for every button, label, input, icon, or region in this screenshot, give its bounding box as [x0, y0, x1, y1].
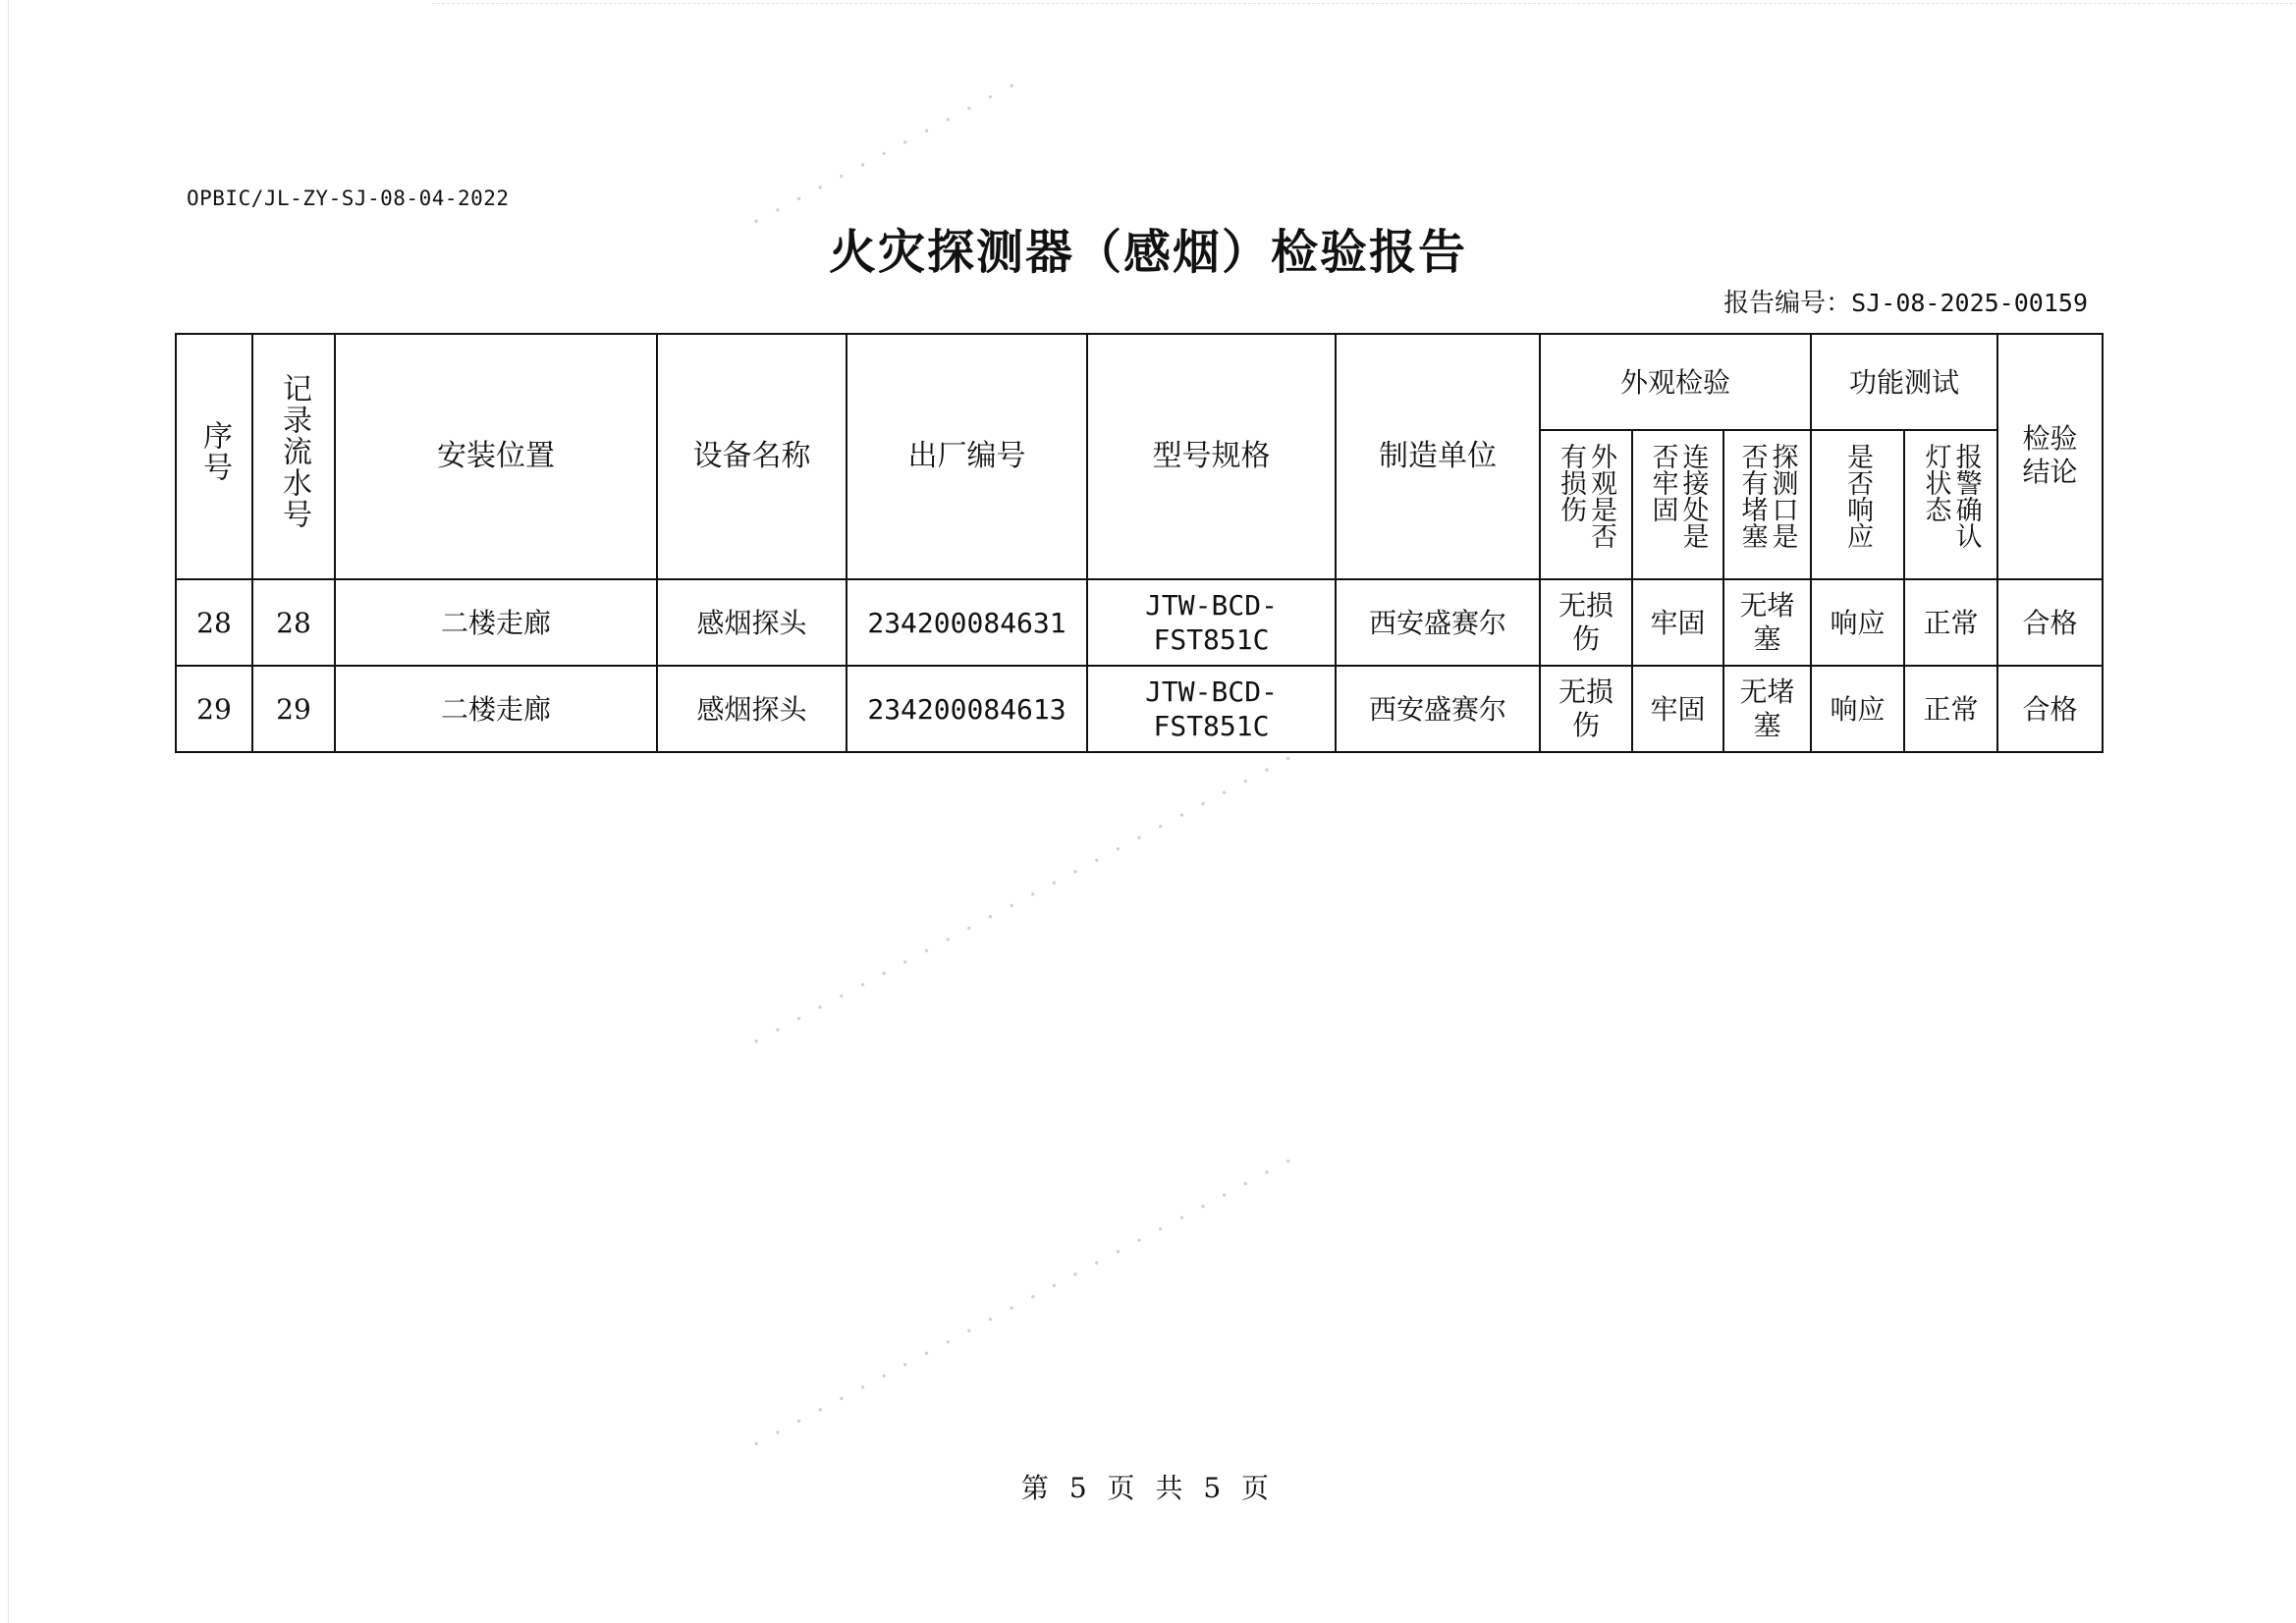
header-function-group: 功能测试: [1811, 334, 1997, 430]
report-number: [1723, 283, 2088, 319]
cell-light: 正常: [1904, 579, 1997, 666]
header-appearance-group: 外观检验: [1540, 334, 1811, 430]
header-serial-no: 出厂编号: [847, 334, 1087, 579]
cell-model: JTW-BCD-FST851C: [1087, 579, 1336, 666]
cell-location: 二楼走廊: [335, 579, 657, 666]
header-alarm-light: 报警确认灯状态: [1904, 430, 1997, 579]
inspection-table: [175, 333, 2104, 753]
cell-light: 正常: [1904, 666, 1997, 752]
report-title: 火灾探测器（感烟）检验报告: [828, 225, 1467, 280]
cell-response: 响应: [1811, 579, 1904, 666]
cell-location: 二楼走廊: [335, 666, 657, 752]
cell-serial-no: 234200084613: [847, 666, 1087, 752]
header-model: 型号规格: [1087, 334, 1336, 579]
cell-seq: 28: [176, 579, 252, 666]
watermark: · · · · · · · · · · · · ·: [746, 70, 1026, 238]
header-connection-firm: 连接处是否牢固: [1632, 430, 1723, 579]
watermark: · · · · · · · · · · · · · · · · · · · · · · · · · ·: [746, 742, 1303, 1057]
header-manufacturer: 制造单位: [1336, 334, 1540, 579]
cell-manufacturer: 西安盛赛尔: [1336, 579, 1540, 666]
report-number-label: 报告编号：: [1723, 289, 1852, 318]
cell-model: JTW-BCD-FST851C: [1087, 666, 1336, 752]
document-code: OPBIC/JL-ZY-SJ-08-04-2022: [187, 187, 510, 210]
header-appearance-damage: 外观是否有损伤: [1540, 430, 1632, 579]
cell-damage: 无损伤: [1540, 666, 1632, 752]
cell-device-name: 感烟探头: [657, 579, 847, 666]
watermark: · · · · · · · · · · · · · · · · · · · · · · · · · ·: [746, 1145, 1303, 1460]
header-port-blocked: 探测口是否有堵塞: [1723, 430, 1811, 579]
page-footer: 第 5 页 共 5 页: [1020, 1472, 1276, 1504]
table-row: [176, 666, 2103, 752]
cell-blocked: 无堵塞: [1723, 666, 1811, 752]
header-location: 安装位置: [335, 334, 657, 579]
header-conclusion: 检验结论: [1997, 334, 2103, 579]
header-responds: 是否响应: [1811, 430, 1904, 579]
cell-serial-no: 234200084631: [847, 579, 1087, 666]
scan-top-line: [432, 3, 2296, 5]
header-seq: 序号: [176, 334, 252, 579]
cell-blocked: 无堵塞: [1723, 579, 1811, 666]
cell-conclusion: 合格: [1997, 666, 2103, 752]
header-row-1: [176, 334, 2103, 430]
table-row: [176, 579, 2103, 666]
cell-damage: 无损伤: [1540, 579, 1632, 666]
cell-response: 响应: [1811, 666, 1904, 752]
report-number-value: SJ-08-2025-00159: [1851, 289, 2088, 317]
cell-conclusion: 合格: [1997, 579, 2103, 666]
cell-firm: 牢固: [1632, 579, 1723, 666]
cell-device-name: 感烟探头: [657, 666, 847, 752]
cell-record-no: 29: [252, 666, 335, 752]
cell-firm: 牢固: [1632, 666, 1723, 752]
cell-manufacturer: 西安盛赛尔: [1336, 666, 1540, 752]
cell-seq: 29: [176, 666, 252, 752]
cell-record-no: 28: [252, 579, 335, 666]
header-record-no: 记录流水号: [252, 334, 335, 579]
header-device-name: 设备名称: [657, 334, 847, 579]
